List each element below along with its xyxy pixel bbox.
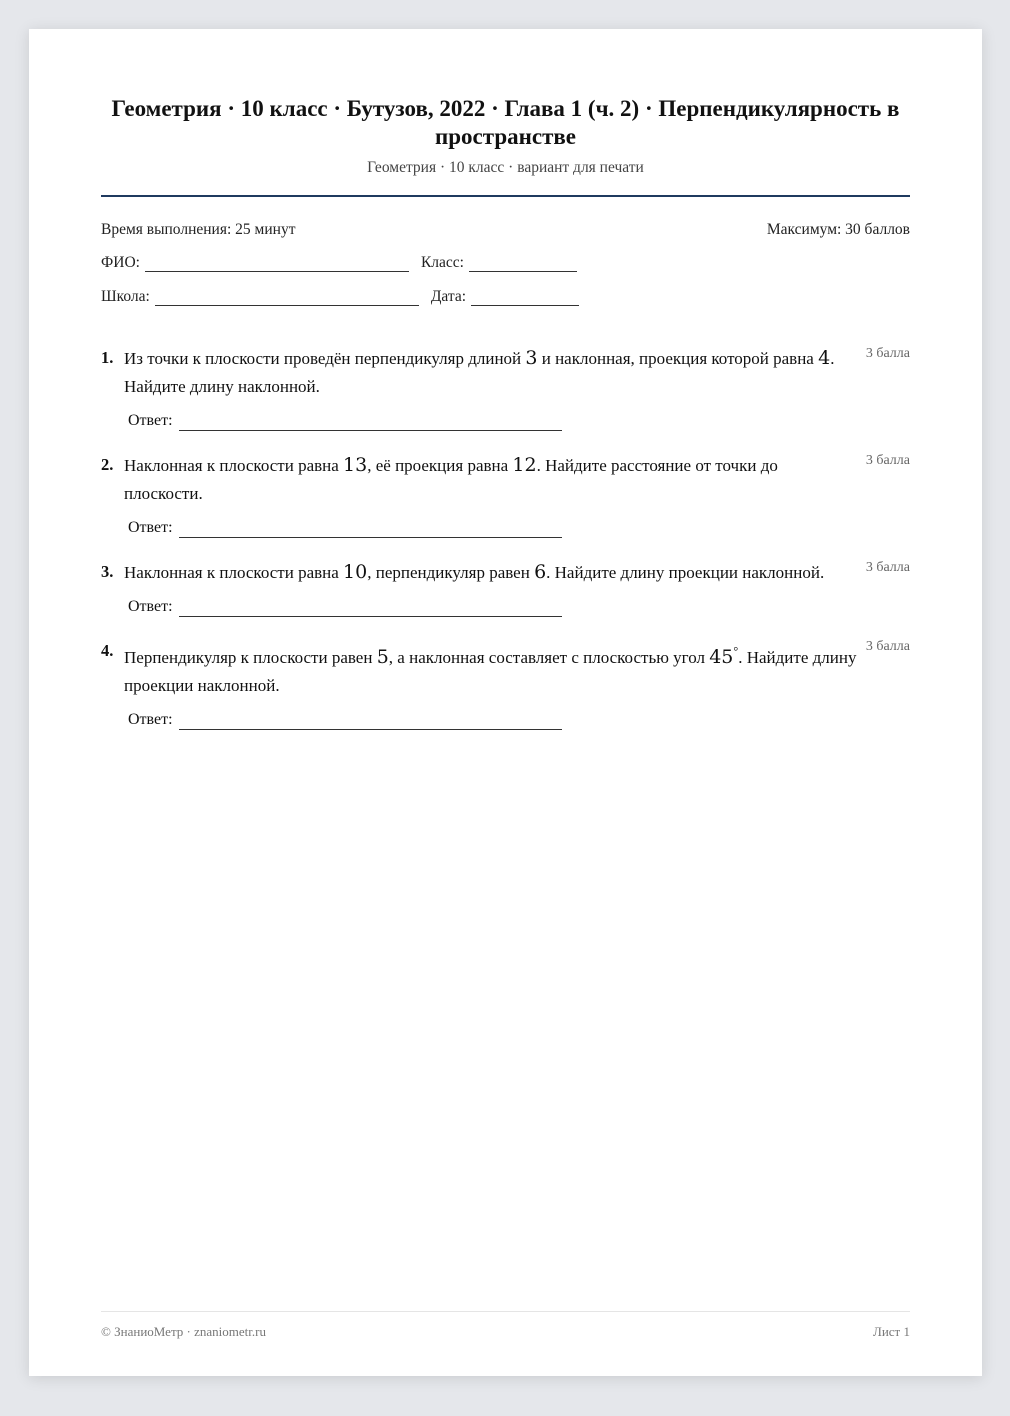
school-label: Школа: <box>101 288 150 305</box>
question-number: 1. <box>101 348 114 367</box>
question-number: 4. <box>101 641 114 660</box>
answer-row <box>128 710 910 730</box>
answer-row <box>128 518 910 538</box>
question-points: 3 балла <box>865 453 910 468</box>
answer-field[interactable] <box>179 715 562 730</box>
question-text: Наклонная к плоскости равна 13, её проекция равна 12. Найдите расстояние от точки до плоскости. <box>124 454 778 503</box>
answer-label: Ответ: <box>128 598 173 615</box>
school-date-row <box>101 288 910 306</box>
answer-field[interactable] <box>179 523 562 538</box>
question-item <box>101 558 910 617</box>
questions-list <box>101 344 910 730</box>
question-text: Наклонная к плоскости равна 10, перпендикуляр равен 6. Найдите длину проекции наклонной. <box>124 561 825 583</box>
answer-row <box>128 411 910 431</box>
answer-label: Ответ: <box>128 412 173 429</box>
question-number: 3. <box>101 562 114 581</box>
fio-field[interactable] <box>145 257 409 272</box>
question-item <box>101 451 910 538</box>
fio-class-row <box>101 254 910 272</box>
footer-page-number: Лист 1 <box>873 1324 910 1339</box>
answer-row <box>128 597 910 617</box>
question-item <box>101 637 910 730</box>
time-limit: Время выполнения: 25 минут <box>101 221 296 238</box>
date-label: Дата: <box>430 288 467 305</box>
question-text: Перпендикуляр к плоскости равен 5, а наклонная составляет с плоскостью угол 45°. Найдите длину проекции наклонной. <box>124 644 857 695</box>
answer-field[interactable] <box>179 416 562 431</box>
date-field[interactable] <box>471 291 579 306</box>
meta-row <box>101 221 910 239</box>
question-number: 2. <box>101 455 114 474</box>
question-points: 3 балла <box>865 560 910 575</box>
answer-field[interactable] <box>179 602 562 617</box>
question-points: 3 балла <box>865 639 910 654</box>
header-divider <box>101 195 910 197</box>
page-subtitle: Геометрия · 10 класс · вариант для печати <box>367 159 644 176</box>
max-score: Максимум: 30 баллов <box>766 221 910 238</box>
class-label: Класс: <box>420 254 464 271</box>
answer-label: Ответ: <box>128 519 173 536</box>
question-text: Из точки к плоскости проведён перпендикуляр длиной 3 и наклонная, проекция которой равна 4. Найдите длину наклонной. <box>124 347 835 396</box>
page-footer <box>101 1311 910 1340</box>
fio-label: ФИО: <box>101 254 140 271</box>
school-field[interactable] <box>155 291 419 306</box>
answer-label: Ответ: <box>128 711 173 728</box>
class-field[interactable] <box>469 257 577 272</box>
worksheet-page <box>29 29 982 1376</box>
question-points: 3 балла <box>865 346 910 361</box>
footer-copyright: © ЗнаниоМетр · znaniometr.ru <box>101 1324 266 1339</box>
question-item <box>101 344 910 431</box>
page-title: Геометрия · 10 класс · Бутузов, 2022 · Глава 1 (ч. 2) · Перпендикулярность в пространстве <box>111 96 900 149</box>
